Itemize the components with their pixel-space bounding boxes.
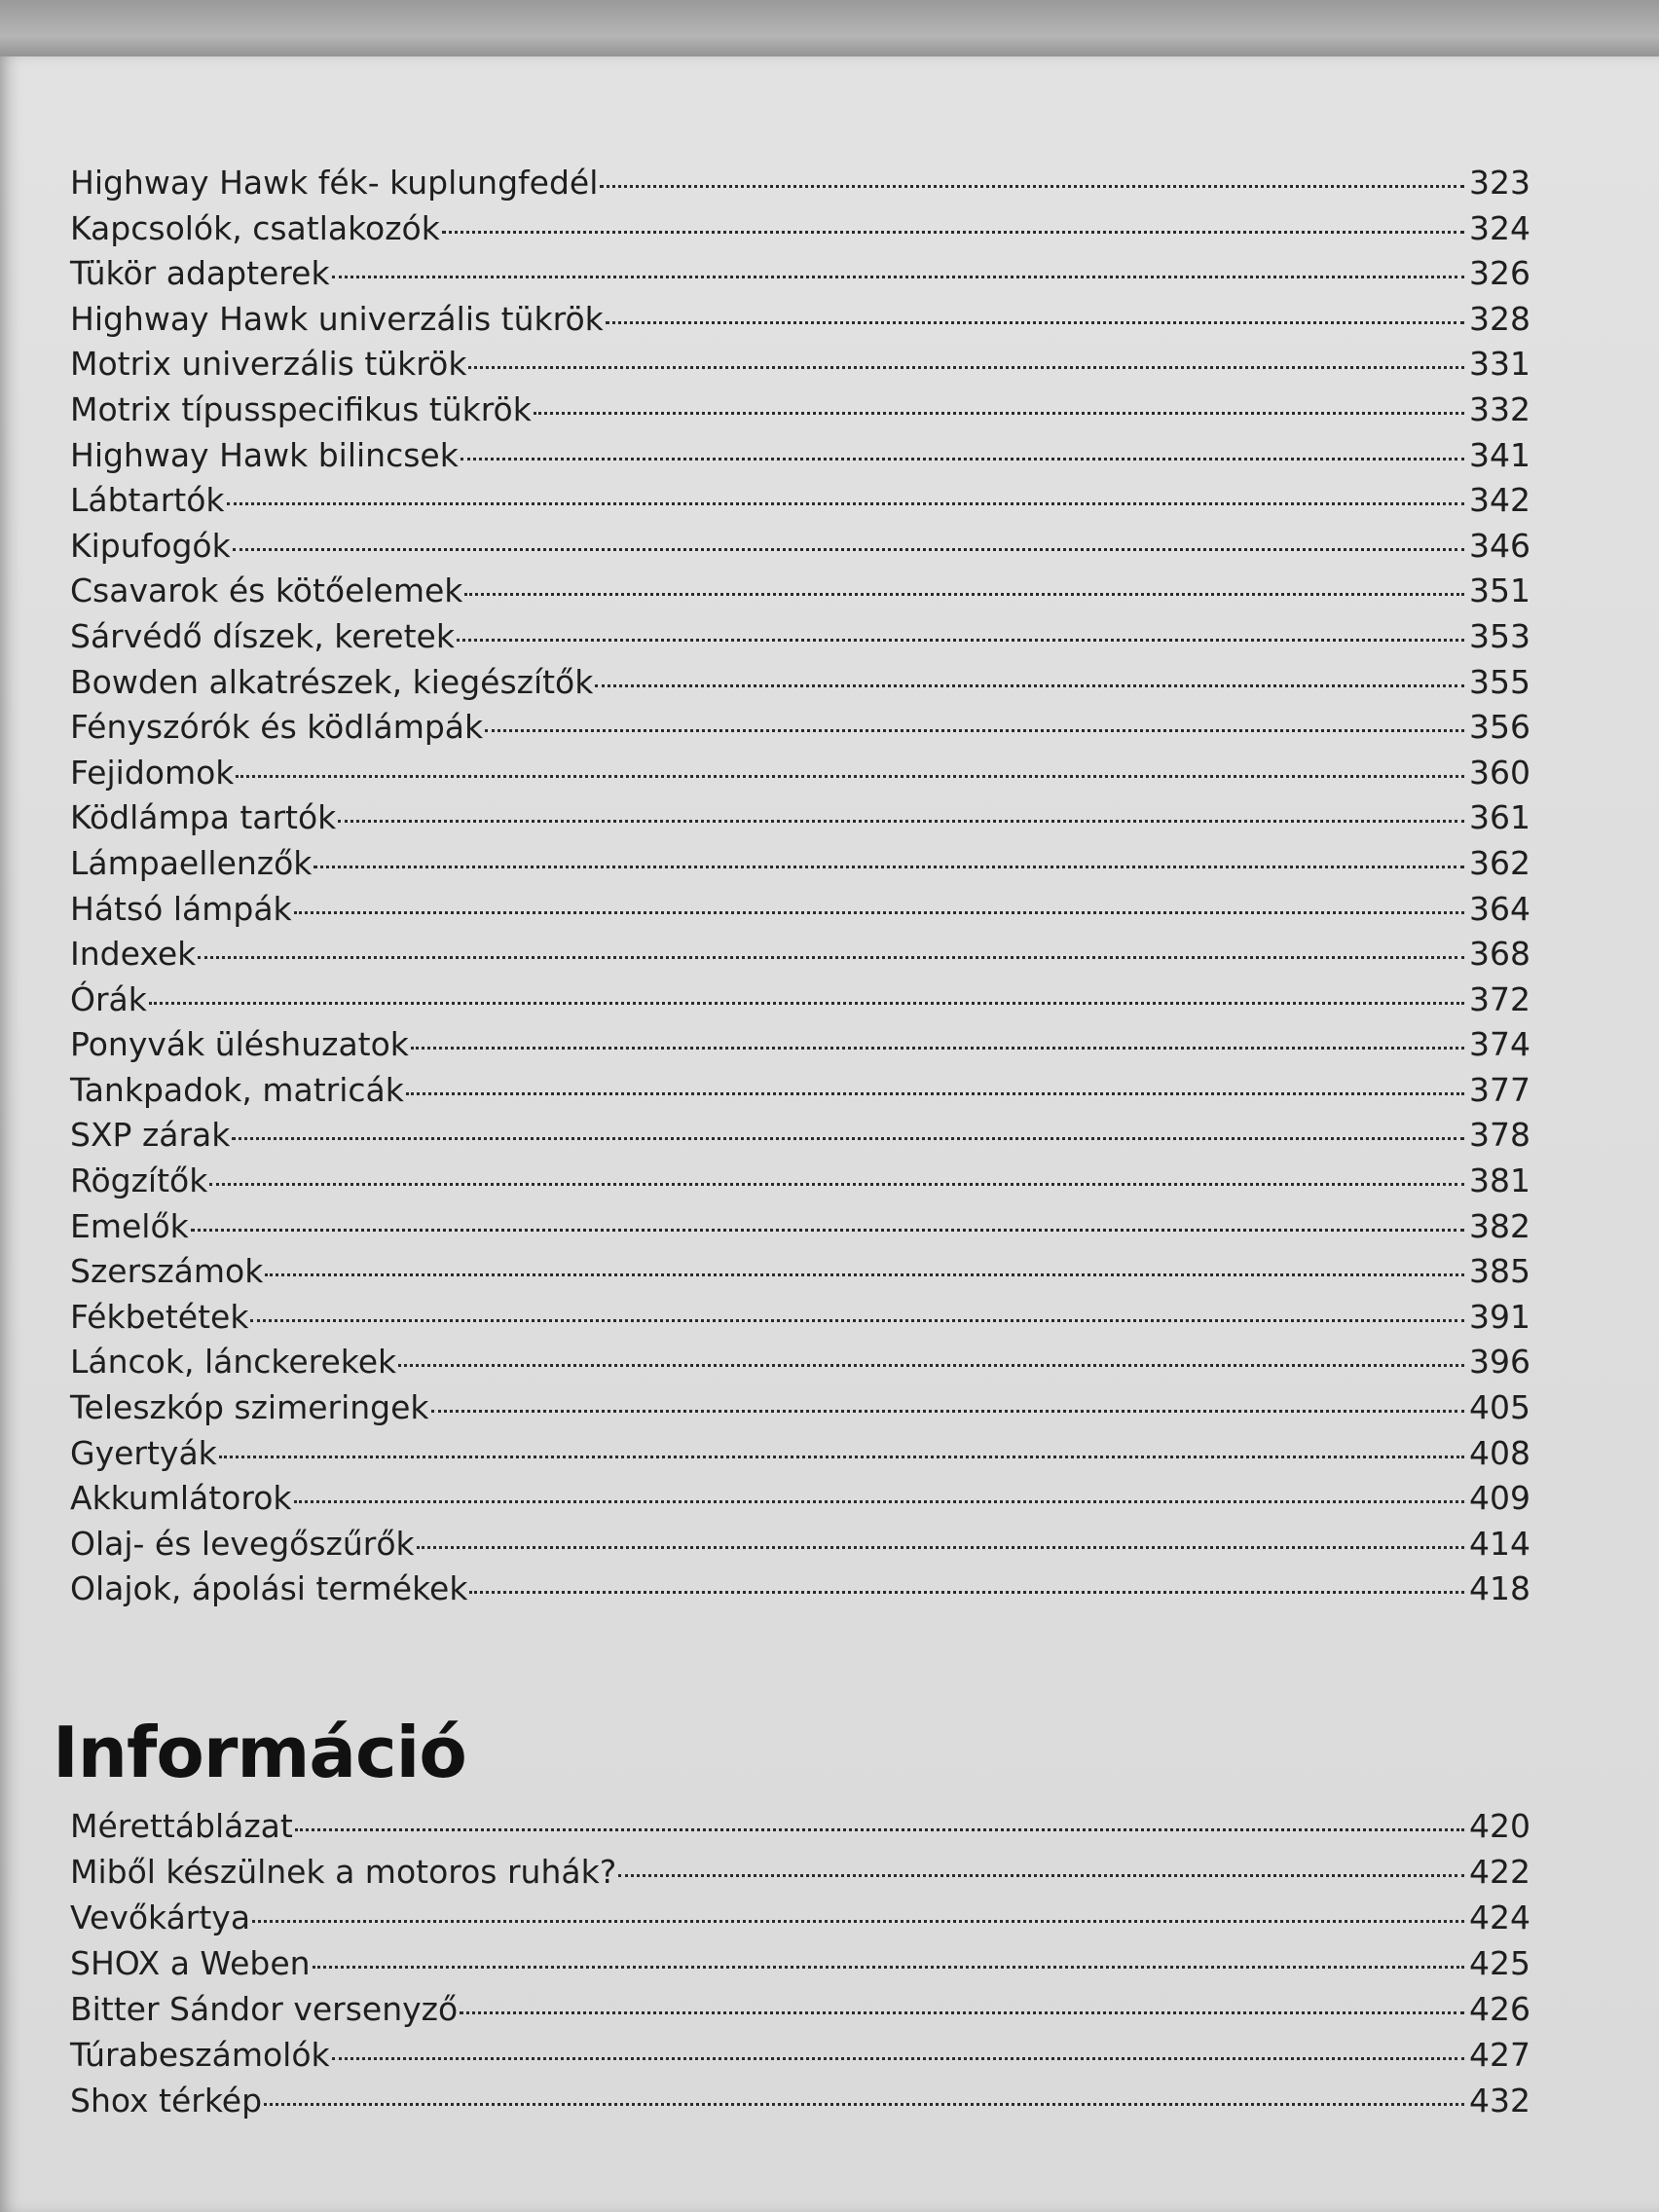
toc-entry-page: 422 — [1469, 1853, 1530, 1891]
toc-entry[interactable] — [70, 1161, 1530, 1207]
toc-entry-page: 324 — [1469, 208, 1530, 247]
toc-entry-title: Emelők — [70, 1206, 189, 1245]
toc-entry-page: 381 — [1469, 1161, 1530, 1200]
toc-dot-leader — [209, 1183, 1464, 1186]
toc-entry-title: Láncok, lánckerekek — [70, 1343, 397, 1382]
toc-dot-leader — [606, 321, 1464, 324]
toc-entry[interactable] — [70, 436, 1530, 482]
toc-entry-page: 328 — [1469, 299, 1530, 338]
toc-entry-page: 418 — [1469, 1569, 1530, 1608]
toc-entry-page: 409 — [1469, 1479, 1530, 1518]
toc-entry-page: 323 — [1469, 164, 1530, 202]
toc-entry[interactable] — [70, 1944, 1530, 1990]
toc-entry-page: 341 — [1469, 435, 1530, 474]
toc-dot-leader — [236, 775, 1464, 778]
toc-entry-title: Olajok, ápolási termékek — [70, 1569, 468, 1608]
toc-entry[interactable] — [70, 527, 1530, 572]
toc-entry[interactable] — [70, 481, 1530, 527]
toc-entry-title: Fényszórók és ködlámpák — [70, 708, 484, 747]
toc-entry-title: Fejidomok — [70, 753, 235, 792]
toc-entry[interactable] — [70, 300, 1530, 346]
toc-entry[interactable] — [70, 1807, 1530, 1853]
toc-entry[interactable] — [70, 2036, 1530, 2082]
toc-dot-leader — [464, 593, 1464, 596]
toc-entry-page: 424 — [1469, 1899, 1530, 1936]
toc-dot-leader — [227, 502, 1464, 505]
toc-entry-page: 351 — [1469, 571, 1530, 610]
toc-entry[interactable] — [70, 754, 1530, 799]
toc-entry-title: Mérettáblázat — [70, 1807, 293, 1845]
toc-entry-title: Fékbetétek — [70, 1297, 249, 1336]
toc-entry-page: 426 — [1469, 1990, 1530, 2028]
products-toc-list — [70, 164, 1530, 1615]
toc-entry-page: 382 — [1469, 1206, 1530, 1245]
toc-entry-title: SXP zárak — [70, 1116, 231, 1155]
background-strip — [0, 0, 1659, 60]
toc-entry-page: 372 — [1469, 979, 1530, 1018]
toc-entry-page: 362 — [1469, 843, 1530, 882]
toc-entry-page: 361 — [1469, 798, 1530, 837]
toc-entry-title: Sárvédő díszek, keretek — [70, 616, 455, 655]
toc-entry-title: Hátsó lámpák — [70, 889, 292, 928]
toc-dot-leader — [534, 412, 1464, 415]
toc-entry[interactable] — [70, 390, 1530, 436]
toc-entry[interactable] — [70, 209, 1530, 255]
toc-dot-leader — [411, 1047, 1464, 1050]
toc-dot-leader — [265, 1273, 1464, 1276]
toc-entry-title: Kapcsolók, csatlakozók — [70, 208, 440, 247]
toc-entry-title: Tükör adapterek — [70, 254, 330, 293]
toc-entry[interactable] — [70, 708, 1530, 754]
toc-entry-title: Highway Hawk fék- kuplungfedél — [70, 164, 599, 202]
toc-dot-leader — [313, 866, 1464, 868]
toc-dot-leader — [406, 1092, 1464, 1095]
toc-entry-title: Olaj- és levegőszűrők — [70, 1524, 415, 1563]
toc-entry[interactable] — [70, 1071, 1530, 1117]
toc-entry-page: 377 — [1469, 1070, 1530, 1109]
toc-entry[interactable] — [70, 1388, 1530, 1434]
toc-entry-title: Highway Hawk univerzális tükrök — [70, 299, 604, 338]
toc-entry-title: Akkumlátorok — [70, 1479, 292, 1518]
toc-entry[interactable] — [70, 1899, 1530, 1944]
toc-entry[interactable] — [70, 164, 1530, 209]
toc-entry[interactable] — [70, 617, 1530, 663]
toc-entry[interactable] — [70, 798, 1530, 844]
toc-entry[interactable] — [70, 1853, 1530, 1899]
toc-entry-title: Miből készülnek a motoros ruhák? — [70, 1853, 617, 1891]
toc-entry-page: 420 — [1469, 1807, 1530, 1845]
toc-dot-leader — [398, 1364, 1464, 1367]
toc-entry-title: Kipufogók — [70, 526, 231, 565]
toc-dot-leader — [431, 1410, 1464, 1413]
toc-entry[interactable] — [70, 1434, 1530, 1480]
toc-dot-leader — [338, 820, 1464, 823]
toc-entry[interactable] — [70, 663, 1530, 709]
toc-dot-leader — [250, 1319, 1464, 1322]
toc-entry-page: 427 — [1469, 2036, 1530, 2074]
toc-dot-leader — [149, 1002, 1464, 1005]
toc-entry-title: Ponyvák üléshuzatok — [70, 1025, 409, 1064]
toc-entry-title: Bitter Sándor versenyző — [70, 1990, 459, 2028]
toc-entry-page: 326 — [1469, 254, 1530, 293]
toc-entry-page: 405 — [1469, 1388, 1530, 1427]
toc-dot-leader — [417, 1546, 1464, 1549]
toc-entry[interactable] — [70, 254, 1530, 300]
toc-entry-page: 355 — [1469, 662, 1530, 701]
toc-entry[interactable] — [70, 1207, 1530, 1253]
info-section-heading: Információ — [53, 1712, 466, 1793]
toc-entry[interactable] — [70, 1298, 1530, 1344]
toc-entry-page: 432 — [1469, 2082, 1530, 2120]
toc-dot-leader — [233, 548, 1464, 551]
toc-entry[interactable] — [70, 571, 1530, 617]
toc-entry-page: 425 — [1469, 1944, 1530, 1982]
toc-entry[interactable] — [70, 935, 1530, 980]
toc-dot-leader — [332, 276, 1464, 278]
toc-page-sheet — [0, 56, 1659, 2212]
toc-entry[interactable] — [70, 1025, 1530, 1071]
toc-entry[interactable] — [70, 1252, 1530, 1298]
toc-entry[interactable] — [70, 1343, 1530, 1388]
toc-entry-page: 414 — [1469, 1524, 1530, 1563]
toc-dot-leader — [232, 1137, 1464, 1140]
toc-entry-page: 408 — [1469, 1433, 1530, 1472]
info-toc-list — [70, 1807, 1530, 2127]
toc-entry-title: Túrabeszámolók — [70, 2036, 330, 2074]
toc-entry-title: Lábtartók — [70, 481, 225, 520]
toc-dot-leader — [332, 2057, 1464, 2060]
toc-entry-title: Motrix típusspecifikus tükrök — [70, 389, 532, 428]
toc-dot-leader — [461, 458, 1464, 461]
toc-dot-leader — [457, 639, 1464, 642]
toc-dot-leader — [191, 1229, 1464, 1232]
toc-entry-title: Szerszámok — [70, 1252, 264, 1291]
toc-dot-leader — [313, 1966, 1464, 1969]
toc-entry-title: Bowden alkatrészek, kiegészítők — [70, 662, 594, 701]
toc-entry-title: Teleszkóp szimeringek — [70, 1388, 429, 1427]
toc-dot-leader — [442, 231, 1464, 234]
toc-entry[interactable] — [70, 980, 1530, 1026]
toc-entry-title: Vevőkártya — [70, 1899, 251, 1936]
toc-entry-page: 364 — [1469, 889, 1530, 928]
toc-entry-title: Csavarok és kötőelemek — [70, 571, 463, 610]
toc-entry[interactable] — [70, 1479, 1530, 1525]
toc-entry-page: 356 — [1469, 708, 1530, 747]
toc-entry-title: Indexek — [70, 935, 197, 974]
toc-dot-leader — [469, 1591, 1464, 1594]
toc-entry[interactable] — [70, 1525, 1530, 1570]
toc-dot-leader — [485, 729, 1464, 732]
toc-entry-title: Tankpadok, matricák — [70, 1070, 404, 1109]
toc-dot-leader — [468, 366, 1464, 369]
toc-dot-leader — [460, 2011, 1464, 2014]
toc-entry-page: 331 — [1469, 345, 1530, 384]
toc-entry[interactable] — [70, 345, 1530, 390]
toc-entry-page: 385 — [1469, 1252, 1530, 1291]
toc-entry-title: SHOX a Weben — [70, 1944, 311, 1982]
toc-entry-page: 346 — [1469, 526, 1530, 565]
toc-dot-leader — [198, 956, 1464, 959]
toc-entry[interactable] — [70, 1116, 1530, 1161]
toc-entry-page: 332 — [1469, 389, 1530, 428]
toc-dot-leader — [219, 1456, 1464, 1458]
toc-dot-leader — [595, 684, 1464, 687]
toc-entry-page: 360 — [1469, 753, 1530, 792]
toc-entry[interactable] — [70, 2082, 1530, 2127]
toc-dot-leader — [294, 1500, 1464, 1503]
toc-entry[interactable] — [70, 1990, 1530, 2036]
toc-entry-title: Highway Hawk bilincsek — [70, 435, 459, 474]
toc-dot-leader — [264, 2103, 1464, 2106]
toc-entry-title: Lámpaellenzők — [70, 843, 313, 882]
toc-dot-leader — [618, 1874, 1464, 1877]
toc-entry-page: 368 — [1469, 935, 1530, 974]
toc-entry-page: 374 — [1469, 1025, 1530, 1064]
toc-dot-leader — [252, 1920, 1464, 1923]
toc-entry[interactable] — [70, 1569, 1530, 1615]
toc-dot-leader — [600, 185, 1464, 188]
toc-dot-leader — [295, 1828, 1464, 1831]
toc-entry-title: Shox térkép — [70, 2082, 263, 2120]
toc-entry[interactable] — [70, 890, 1530, 936]
toc-entry-title: Ködlámpa tartók — [70, 798, 337, 837]
toc-entry-title: Gyertyák — [70, 1433, 217, 1472]
toc-entry-page: 342 — [1469, 481, 1530, 520]
toc-dot-leader — [294, 911, 1464, 914]
toc-entry-title: Motrix univerzális tükrök — [70, 345, 467, 384]
toc-entry-page: 378 — [1469, 1116, 1530, 1155]
toc-entry-title: Rögzítők — [70, 1161, 208, 1200]
toc-entry[interactable] — [70, 844, 1530, 890]
toc-entry-title: Órák — [70, 979, 147, 1018]
toc-entry-page: 353 — [1469, 616, 1530, 655]
toc-entry-page: 396 — [1469, 1343, 1530, 1382]
toc-entry-page: 391 — [1469, 1297, 1530, 1336]
